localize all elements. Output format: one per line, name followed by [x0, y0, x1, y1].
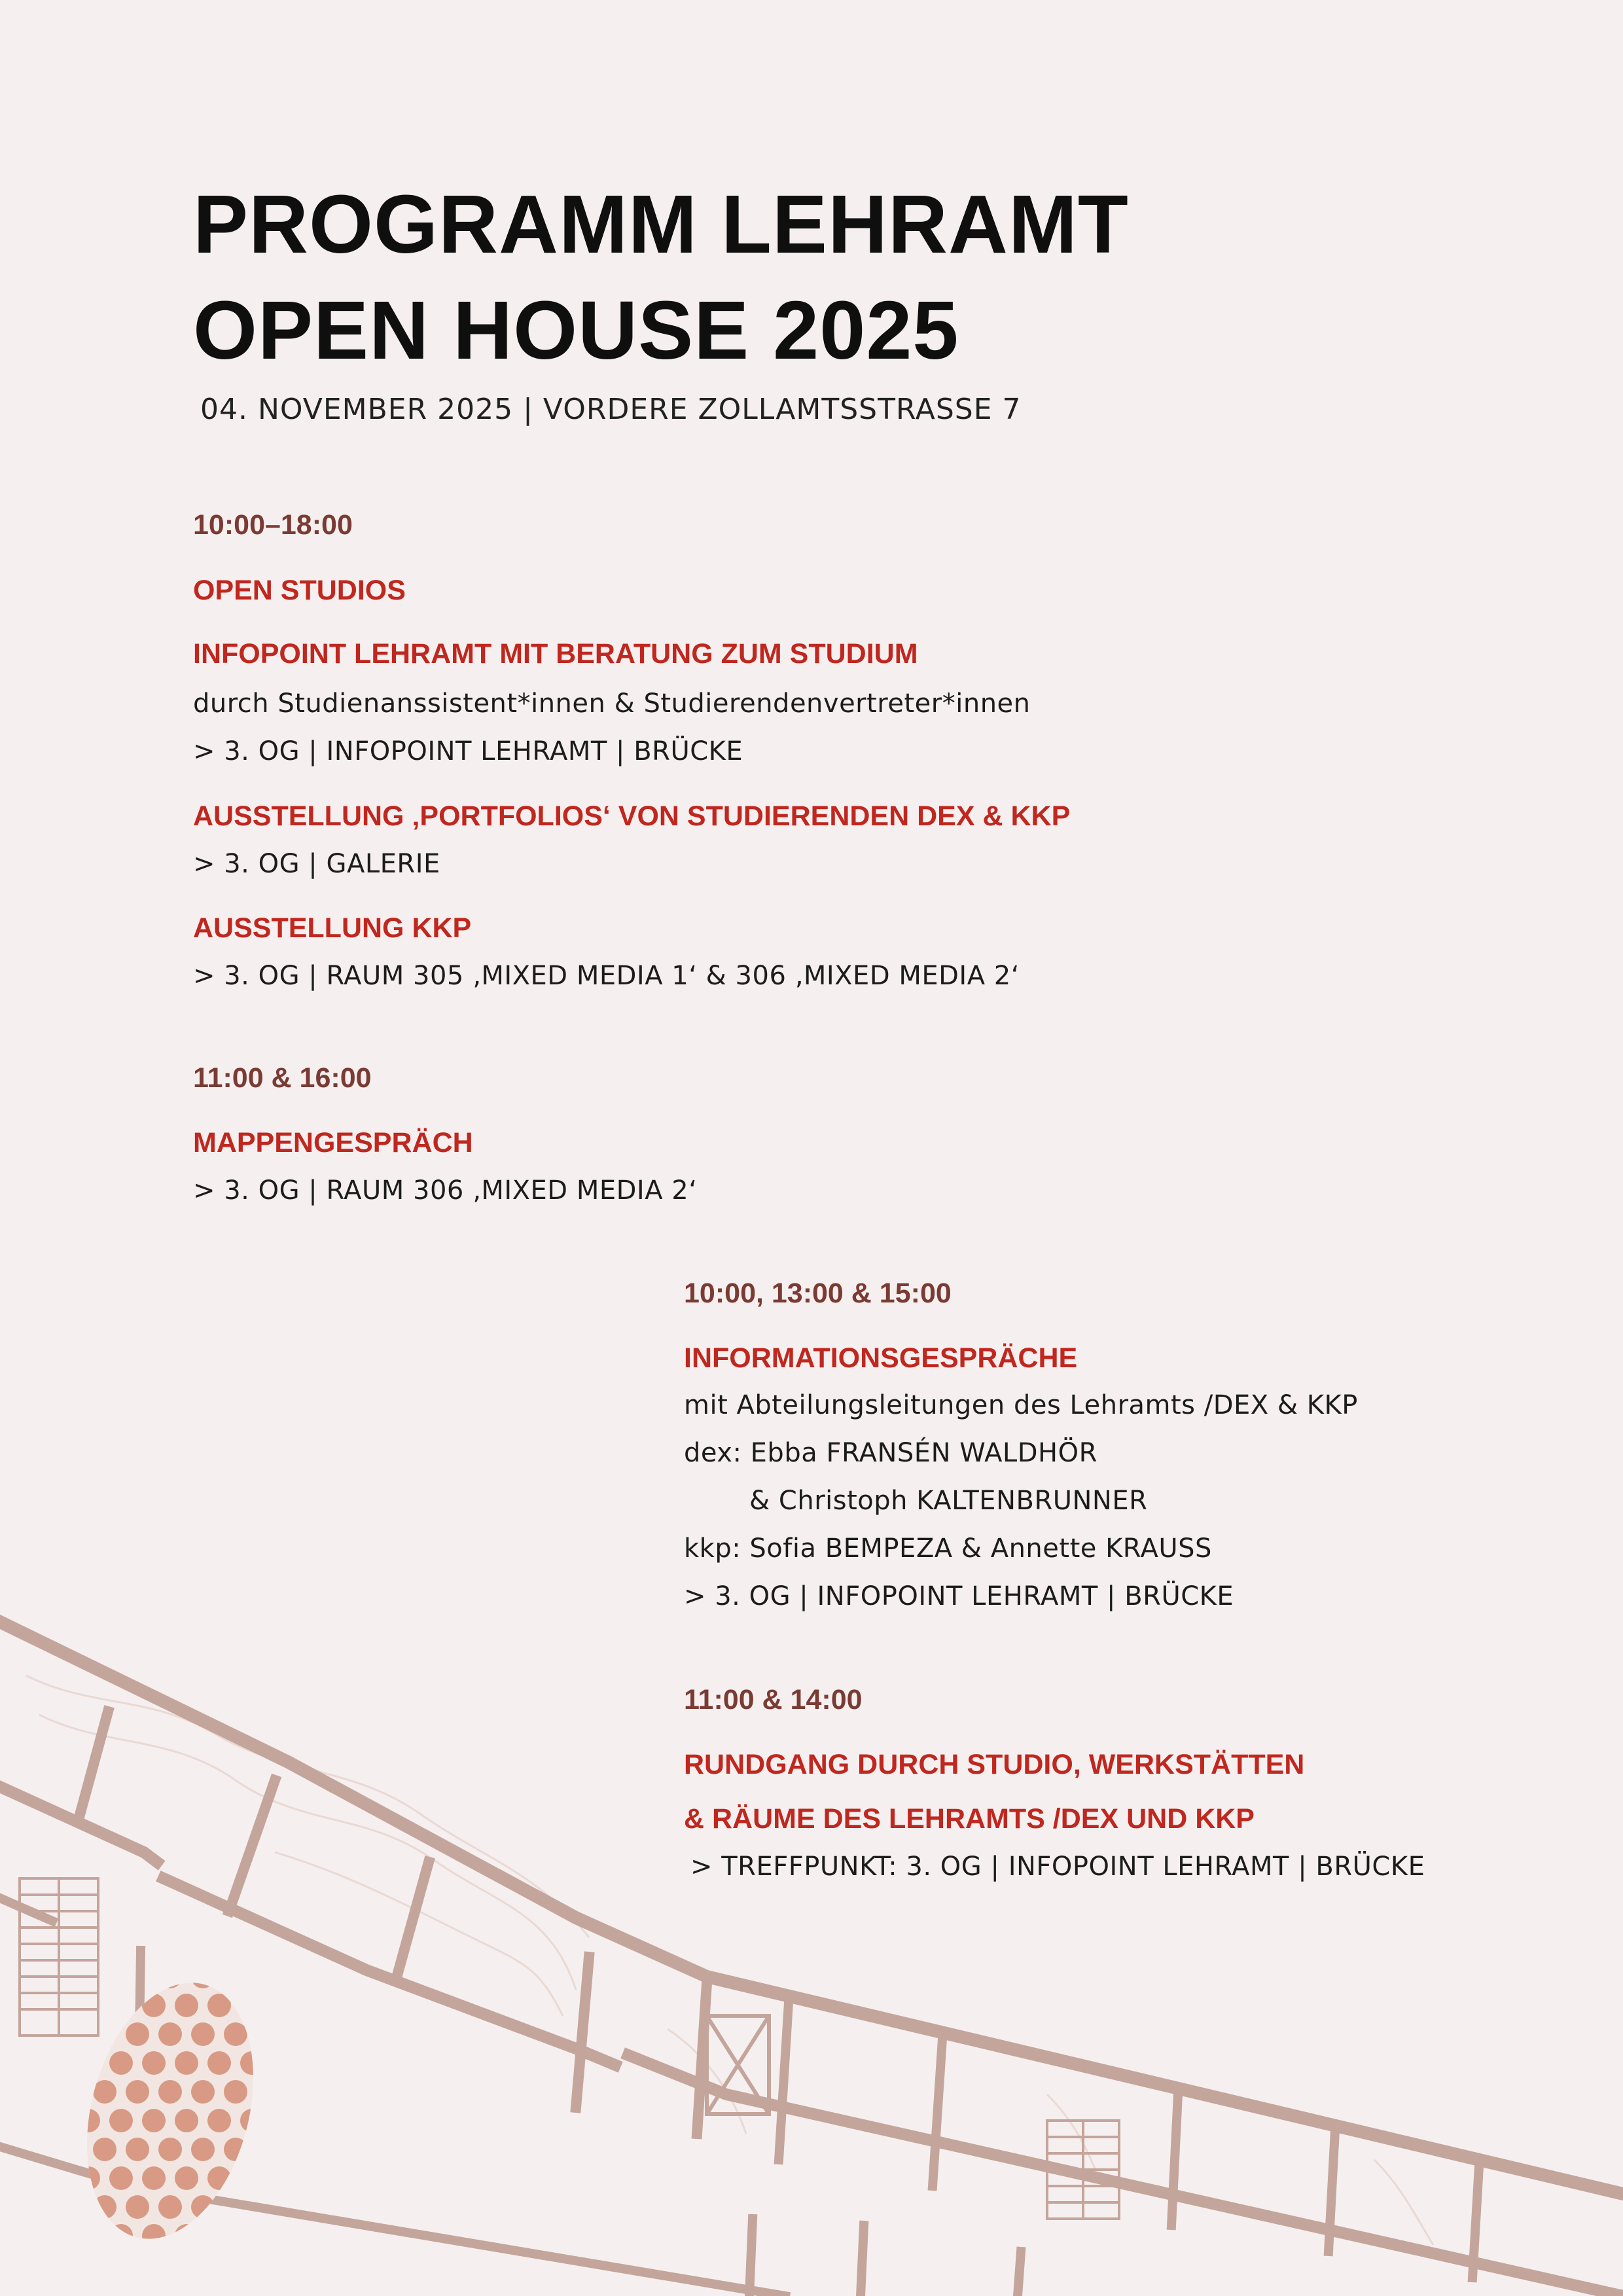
pattern-dot	[240, 2051, 264, 2075]
pattern-dot	[175, 2051, 198, 2075]
pattern-dot	[191, 2080, 215, 2104]
pattern-dot	[224, 2138, 247, 2161]
pattern-dot	[126, 2195, 149, 2219]
pattern-dot	[142, 2224, 166, 2248]
pattern-dot	[207, 2051, 231, 2075]
pattern-dot	[109, 2166, 133, 2190]
time-block1: 10:00–18:00	[193, 509, 353, 541]
pattern-dot	[60, 2138, 84, 2161]
pattern-dot	[158, 2195, 182, 2219]
event-date-location: 04. NOVEMBER 2025 | VORDERE ZOLLAMTSSTRASSE 7	[200, 393, 1022, 426]
info-line-4: kkp: Sofia BEMPEZA & Annette KRAUSS	[684, 1534, 1212, 1564]
pattern-dot	[240, 1994, 264, 2017]
pattern-dot	[109, 1994, 133, 2017]
pattern-dot	[207, 2109, 231, 2132]
heading-infopoint: INFOPOINT LEHRAMT MIT BERATUNG ZUM STUDIUM	[193, 638, 918, 670]
pattern-dot	[175, 2166, 198, 2190]
time-block2: 11:00 & 16:00	[193, 1062, 372, 1094]
pattern-dot	[207, 2224, 231, 2248]
title-line-1: PROGRAMM LEHRAMT	[193, 178, 1129, 270]
pattern-dot	[93, 2138, 116, 2161]
pattern-dot	[207, 2166, 231, 2190]
pattern-dot	[126, 2022, 149, 2046]
pattern-dot	[142, 1994, 166, 2017]
heading-open-studios: OPEN STUDIOS	[193, 575, 406, 606]
pattern-dot	[240, 2166, 264, 2190]
pattern-dot	[93, 2080, 116, 2104]
pattern-dot	[77, 2224, 100, 2248]
floorplan-illustration	[0, 1604, 1623, 2296]
info-line-1: mit Abteilungsleitungen des Lehramts /DEX & KKP	[684, 1390, 1358, 1420]
info-line-3: & Christoph KALTENBRUNNER	[749, 1486, 1148, 1516]
pattern-dot	[240, 2224, 264, 2248]
pattern-dot	[207, 1994, 231, 2017]
pattern-dot	[142, 2109, 166, 2132]
pattern-dot	[224, 1965, 247, 1988]
heading-rundgang-2: & RÄUME DES LEHRAMTS /DEX UND KKP	[684, 1803, 1255, 1835]
infopoint-description: durch Studienanssistent*innen & Studierendenvertreter*innen	[193, 689, 1031, 719]
mappengespraech-location: > 3. OG | RAUM 306 ‚MIXED MEDIA 2‘	[193, 1175, 698, 1206]
pattern-dot	[142, 2051, 166, 2075]
pattern-dot	[158, 2022, 182, 2046]
heading-portfolios: AUSSTELLUNG ‚PORTFOLIOS‘ VON STUDIERENDEN DEX & KKP	[193, 800, 1071, 832]
pattern-dot	[191, 2195, 215, 2219]
pattern-dot	[191, 2138, 215, 2161]
heading-ausstellung-kkp: AUSSTELLUNG KKP	[193, 912, 472, 944]
infopoint-location: > 3. OG | INFOPOINT LEHRAMT | BRÜCKE	[193, 736, 743, 766]
pattern-dot	[175, 2109, 198, 2132]
portfolios-location: > 3. OG | GALERIE	[193, 849, 440, 879]
pattern-dot	[175, 1994, 198, 2017]
pattern-dot	[109, 2051, 133, 2075]
time-block4: 11:00 & 14:00	[684, 1684, 863, 1715]
rundgang-location: > TREFFPUNKT: 3. OG | INFOPOINT LEHRAMT | BRÜCKE	[690, 1852, 1425, 1882]
kkp-location: > 3. OG | RAUM 305 ‚MIXED MEDIA 1‘ & 306 ‚MIXED MEDIA 2‘	[193, 961, 1020, 991]
pattern-dot	[126, 2138, 149, 2161]
title-line-2: OPEN HOUSE 2025	[193, 284, 959, 376]
pattern-dot	[109, 2109, 133, 2132]
heading-informationsgespraeche: INFORMATIONSGESPRÄCHE	[684, 1342, 1078, 1374]
pattern-dot	[77, 1994, 100, 2017]
pattern-dot	[60, 2195, 84, 2219]
pattern-dot	[191, 2022, 215, 2046]
heading-mappengespraech: MAPPENGESPRÄCH	[193, 1127, 473, 1158]
heading-rundgang-1: RUNDGANG DURCH STUDIO, WERKSTÄTTEN	[684, 1749, 1305, 1780]
pattern-dot	[77, 2051, 100, 2075]
pattern-dot	[60, 2080, 84, 2104]
info-location: > 3. OG | INFOPOINT LEHRAMT | BRÜCKE	[684, 1581, 1234, 1611]
info-line-2: dex: Ebba FRANSÉN WALDHÖR	[684, 1438, 1097, 1468]
pattern-dot	[158, 1965, 182, 1988]
pattern-dot	[224, 2080, 247, 2104]
pattern-dot	[158, 2080, 182, 2104]
pattern-dot	[175, 2224, 198, 2248]
pattern-dot	[142, 2166, 166, 2190]
pattern-dot	[77, 2109, 100, 2132]
page-title	[193, 171, 1129, 384]
pattern-dot	[158, 2138, 182, 2161]
pattern-dot	[109, 2224, 133, 2248]
pattern-dot	[191, 1965, 215, 1988]
time-block3: 10:00, 13:00 & 15:00	[684, 1278, 952, 1309]
pattern-dot	[126, 2080, 149, 2104]
pattern-dot	[93, 2195, 116, 2219]
pattern-dot	[240, 2109, 264, 2132]
pattern-dot	[224, 2022, 247, 2046]
